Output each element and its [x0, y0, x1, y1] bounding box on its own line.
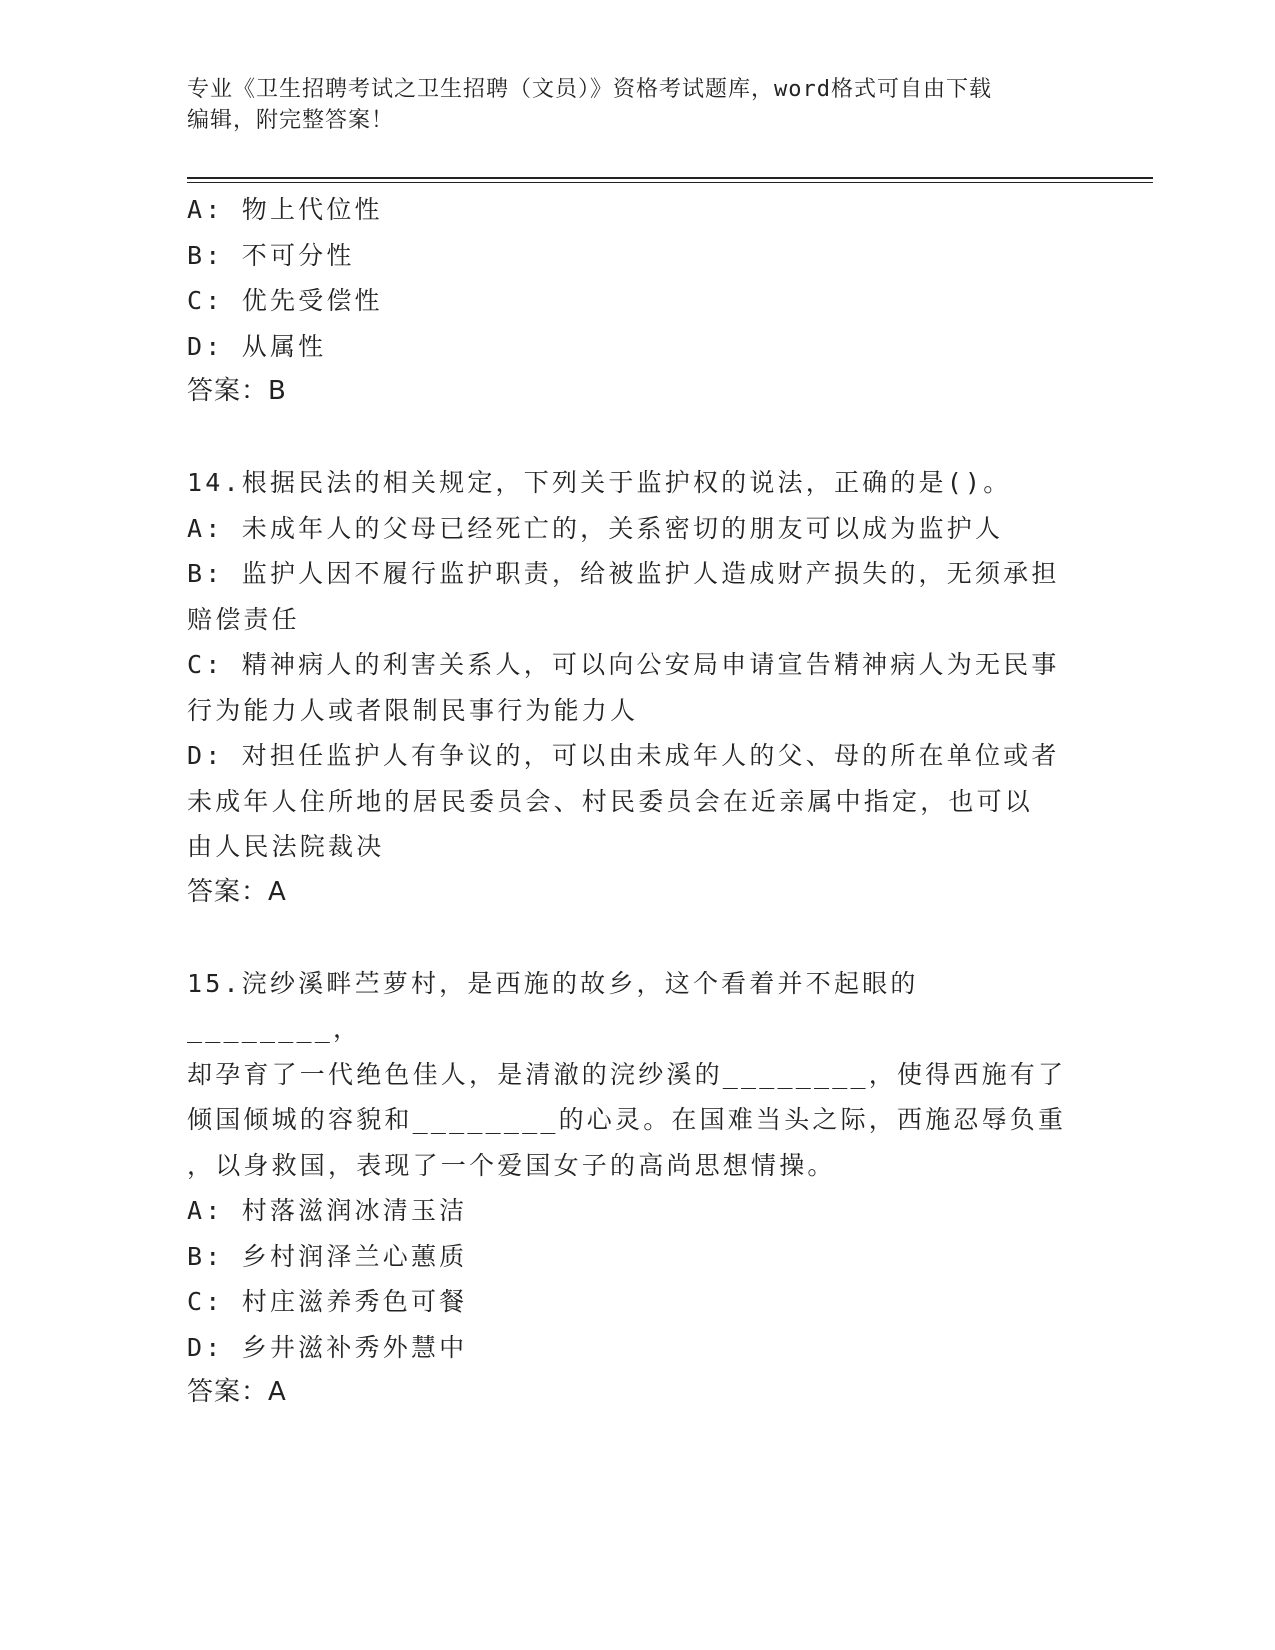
q14-option-c-line-2: 行为能力人或者限制民事行为能力人 [187, 695, 639, 725]
q15-stem-line-2: 却孕育了一代绝色佳人，是清澈的浣纱溪的________，使得西施有了 [187, 1059, 1067, 1089]
q14-option-d-line-2: 未成年人住所地的居民委员会、村民委员会在近亲属中指定，也可以 [187, 786, 1034, 816]
q13-option-c: C: 优先受偿性 [187, 286, 383, 315]
document-header [187, 74, 1087, 136]
q14-option-d-line-3: 由人民法院裁决 [187, 832, 385, 861]
q13-option-b: B: 不可分性 [187, 240, 355, 270]
question-spacer [187, 415, 1087, 461]
header-divider-thin [187, 182, 1153, 183]
q14-option-d-line-1: D: 对担任监护人有争议的，可以由未成年人的父、母的所在单位或者 [187, 741, 1060, 770]
question-spacer [187, 915, 1087, 961]
q15-stem-line-1: 15.浣纱溪畔苎萝村，是西施的故乡，这个看着并不起眼的________， [187, 968, 919, 1043]
q15-option-d: D: 乡井滋补秀外慧中 [187, 1332, 468, 1362]
question-14-block [187, 460, 1087, 915]
q15-stem-line-3: 倾国倾城的容貌和________的心灵。在国难当头之际，西施忍辱负重 [187, 1105, 1067, 1134]
q13-answer: 答案：B [187, 376, 287, 406]
header-title-line-1: 专业《卫生招聘考试之卫生招聘（文员）》资格考试题库，word格式可自由下载 [187, 77, 992, 102]
q15-option-b: B: 乡村润泽兰心蕙质 [187, 1241, 468, 1271]
question-list [187, 187, 1087, 1416]
q13-option-a: A: 物上代位性 [187, 195, 383, 224]
q15-option-c: C: 村庄滋养秀色可餐 [187, 1287, 468, 1316]
q14-option-b-line-2: 赔偿责任 [187, 604, 300, 634]
q15-answer: 答案：A [187, 1377, 287, 1407]
question-15-block [187, 961, 1087, 1416]
q15-stem-line-4: ，以身救国，表现了一个爱国女子的高尚思想情操。 [187, 1150, 836, 1180]
q14-option-a: A: 未成年人的父母已经死亡的，关系密切的朋友可以成为监护人 [187, 513, 1004, 543]
q14-option-b-line-1: B: 监护人因不履行监护职责，给被监护人造成财产损失的，无须承担 [187, 559, 1060, 588]
q14-answer: 答案：A [187, 876, 287, 907]
q13-option-d: D: 从属性 [187, 331, 327, 361]
question-13-block [187, 187, 1087, 415]
header-divider-thick [187, 177, 1153, 179]
q14-option-c-line-1: C: 精神病人的利害关系人，可以向公安局申请宣告精神病人为无民事 [187, 650, 1060, 679]
header-title-line-2: 编辑，附完整答案！ [187, 108, 395, 133]
q14-stem: 14.根据民法的相关规定，下列关于监护权的说法，正确的是()。 [187, 468, 1012, 497]
q15-option-a: A: 村落滋润冰清玉洁 [187, 1196, 468, 1225]
